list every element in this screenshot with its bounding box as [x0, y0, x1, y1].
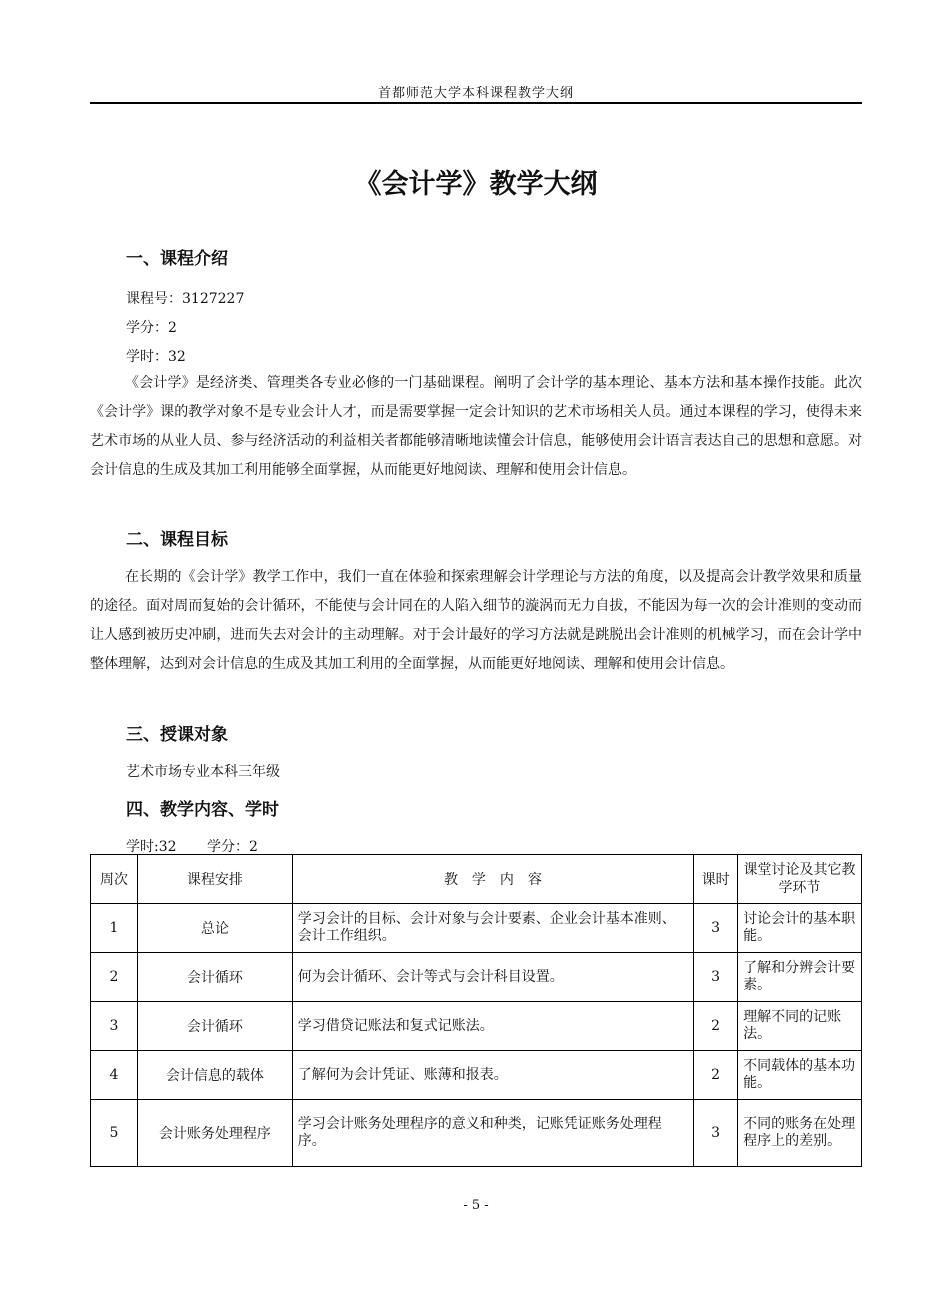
- course-hours: 学时：32: [126, 349, 186, 365]
- cell-arrangement: 会计循环: [137, 1002, 292, 1051]
- cell-hours: 3: [694, 953, 738, 1002]
- cell-content: 学习会计的目标、会计对象与会计要素、企业会计基本准则、会计工作组织。: [292, 904, 693, 953]
- cell-arrangement: 会计账务处理程序: [137, 1100, 292, 1167]
- table-row: [91, 953, 862, 1002]
- section-1-paragraph: 《会计学》是经济类、管理类各专业必修的一门基础课程。阐明了会计学的基本理论、基本方法和基本操作技能。此次《会计学》课的教学对象不是专业会计人才，而是需要掌握一定会计知识的艺术市场相关人员。通过本课程的学习，使得未来艺术市场的从业人员、参与经济活动的利益相关者都能够清晰地读懂会计信息，能够使用会计语言表达自己的思想和意愿。对会计信息的生成及其加工利用能够全面掌握，从而能更好地阅读、理解和使用会计信息。: [90, 375, 862, 478]
- section-2-heading: 二、课程目标: [126, 530, 228, 550]
- course-number: 课程号：3127227: [126, 291, 245, 307]
- table-caption-hours: 学时:32: [126, 839, 177, 855]
- cell-discussion: 了解和分辨会计要素。: [738, 953, 862, 1002]
- page-header: 首都师范大学本科课程教学大纲: [377, 86, 574, 101]
- cell-week: 5: [91, 1100, 138, 1167]
- cell-discussion: 讨论会计的基本职能。: [738, 904, 862, 953]
- section-3-heading: 三、授课对象: [126, 725, 228, 745]
- cell-discussion: 不同的账务在处理程序上的差别。: [738, 1100, 862, 1167]
- cell-hours: 2: [694, 1002, 738, 1051]
- section-4-heading: 四、教学内容、学时: [126, 800, 279, 820]
- cell-hours: 2: [694, 1051, 738, 1100]
- cell-content: 何为会计循环、会计等式与会计科目设置。: [292, 953, 693, 1002]
- table-caption: [126, 836, 284, 856]
- header-hours: 课时: [694, 855, 738, 904]
- cell-hours: 3: [694, 904, 738, 953]
- cell-arrangement: 会计循环: [137, 953, 292, 1002]
- schedule-table: [90, 854, 862, 1167]
- header-arrangement: 课程安排: [137, 855, 292, 904]
- header-content: 教 学 内 容: [292, 855, 693, 904]
- table-caption-credits: 学分：2: [206, 839, 258, 855]
- table-row: [91, 1051, 862, 1100]
- table-row: [91, 904, 862, 953]
- cell-week: 1: [91, 904, 138, 953]
- cell-hours: 3: [694, 1100, 738, 1167]
- cell-arrangement: 会计信息的载体: [137, 1051, 292, 1100]
- section-2-paragraph: 在长期的《会计学》教学工作中，我们一直在体验和探索理解会计学理论与方法的角度，以及提高会计教学效果和质量的途径。面对周而复始的会计循环，不能使与会计同在的人陷入细节的漩涡而无力自拔，不能因为每一次的会计准则的变动而让人感到被历史冲刷，进而失去对会计的主动理解。对于会计最好的学习方法就是跳脱出会计准则的机械学习，而在会计学中整体理解，达到对会计信息的生成及其加工利用的全面掌握，从而能更好地阅读、理解和使用会计信息。: [90, 569, 862, 672]
- page-number: - 5 -: [463, 1198, 489, 1213]
- cell-week: 4: [91, 1051, 138, 1100]
- cell-content: 了解何为会计凭证、账薄和报表。: [292, 1051, 693, 1100]
- header-rule: [90, 102, 862, 104]
- cell-discussion: 不同载体的基本功能。: [738, 1051, 862, 1100]
- table-row: [91, 1002, 862, 1051]
- cell-arrangement: 总论: [137, 904, 292, 953]
- cell-content: 学习会计账务处理程序的意义和种类，记账凭证账务处理程序。: [292, 1100, 693, 1167]
- cell-discussion: 理解不同的记账法。: [738, 1002, 862, 1051]
- cell-week: 2: [91, 953, 138, 1002]
- course-credits: 学分：2: [126, 320, 177, 336]
- document-title: 《会计学》教学大纲: [354, 169, 598, 200]
- cell-week: 3: [91, 1002, 138, 1051]
- table-header-row: [91, 855, 862, 904]
- table-row: [91, 1100, 862, 1167]
- section-1-heading: 一、课程介绍: [126, 249, 228, 269]
- cell-content: 学习借贷记账法和复式记账法。: [292, 1002, 693, 1051]
- header-week: 周次: [91, 855, 138, 904]
- header-discussion: 课堂讨论及其它教学环节: [738, 855, 862, 904]
- audience-text: 艺术市场专业本科三年级: [126, 764, 280, 780]
